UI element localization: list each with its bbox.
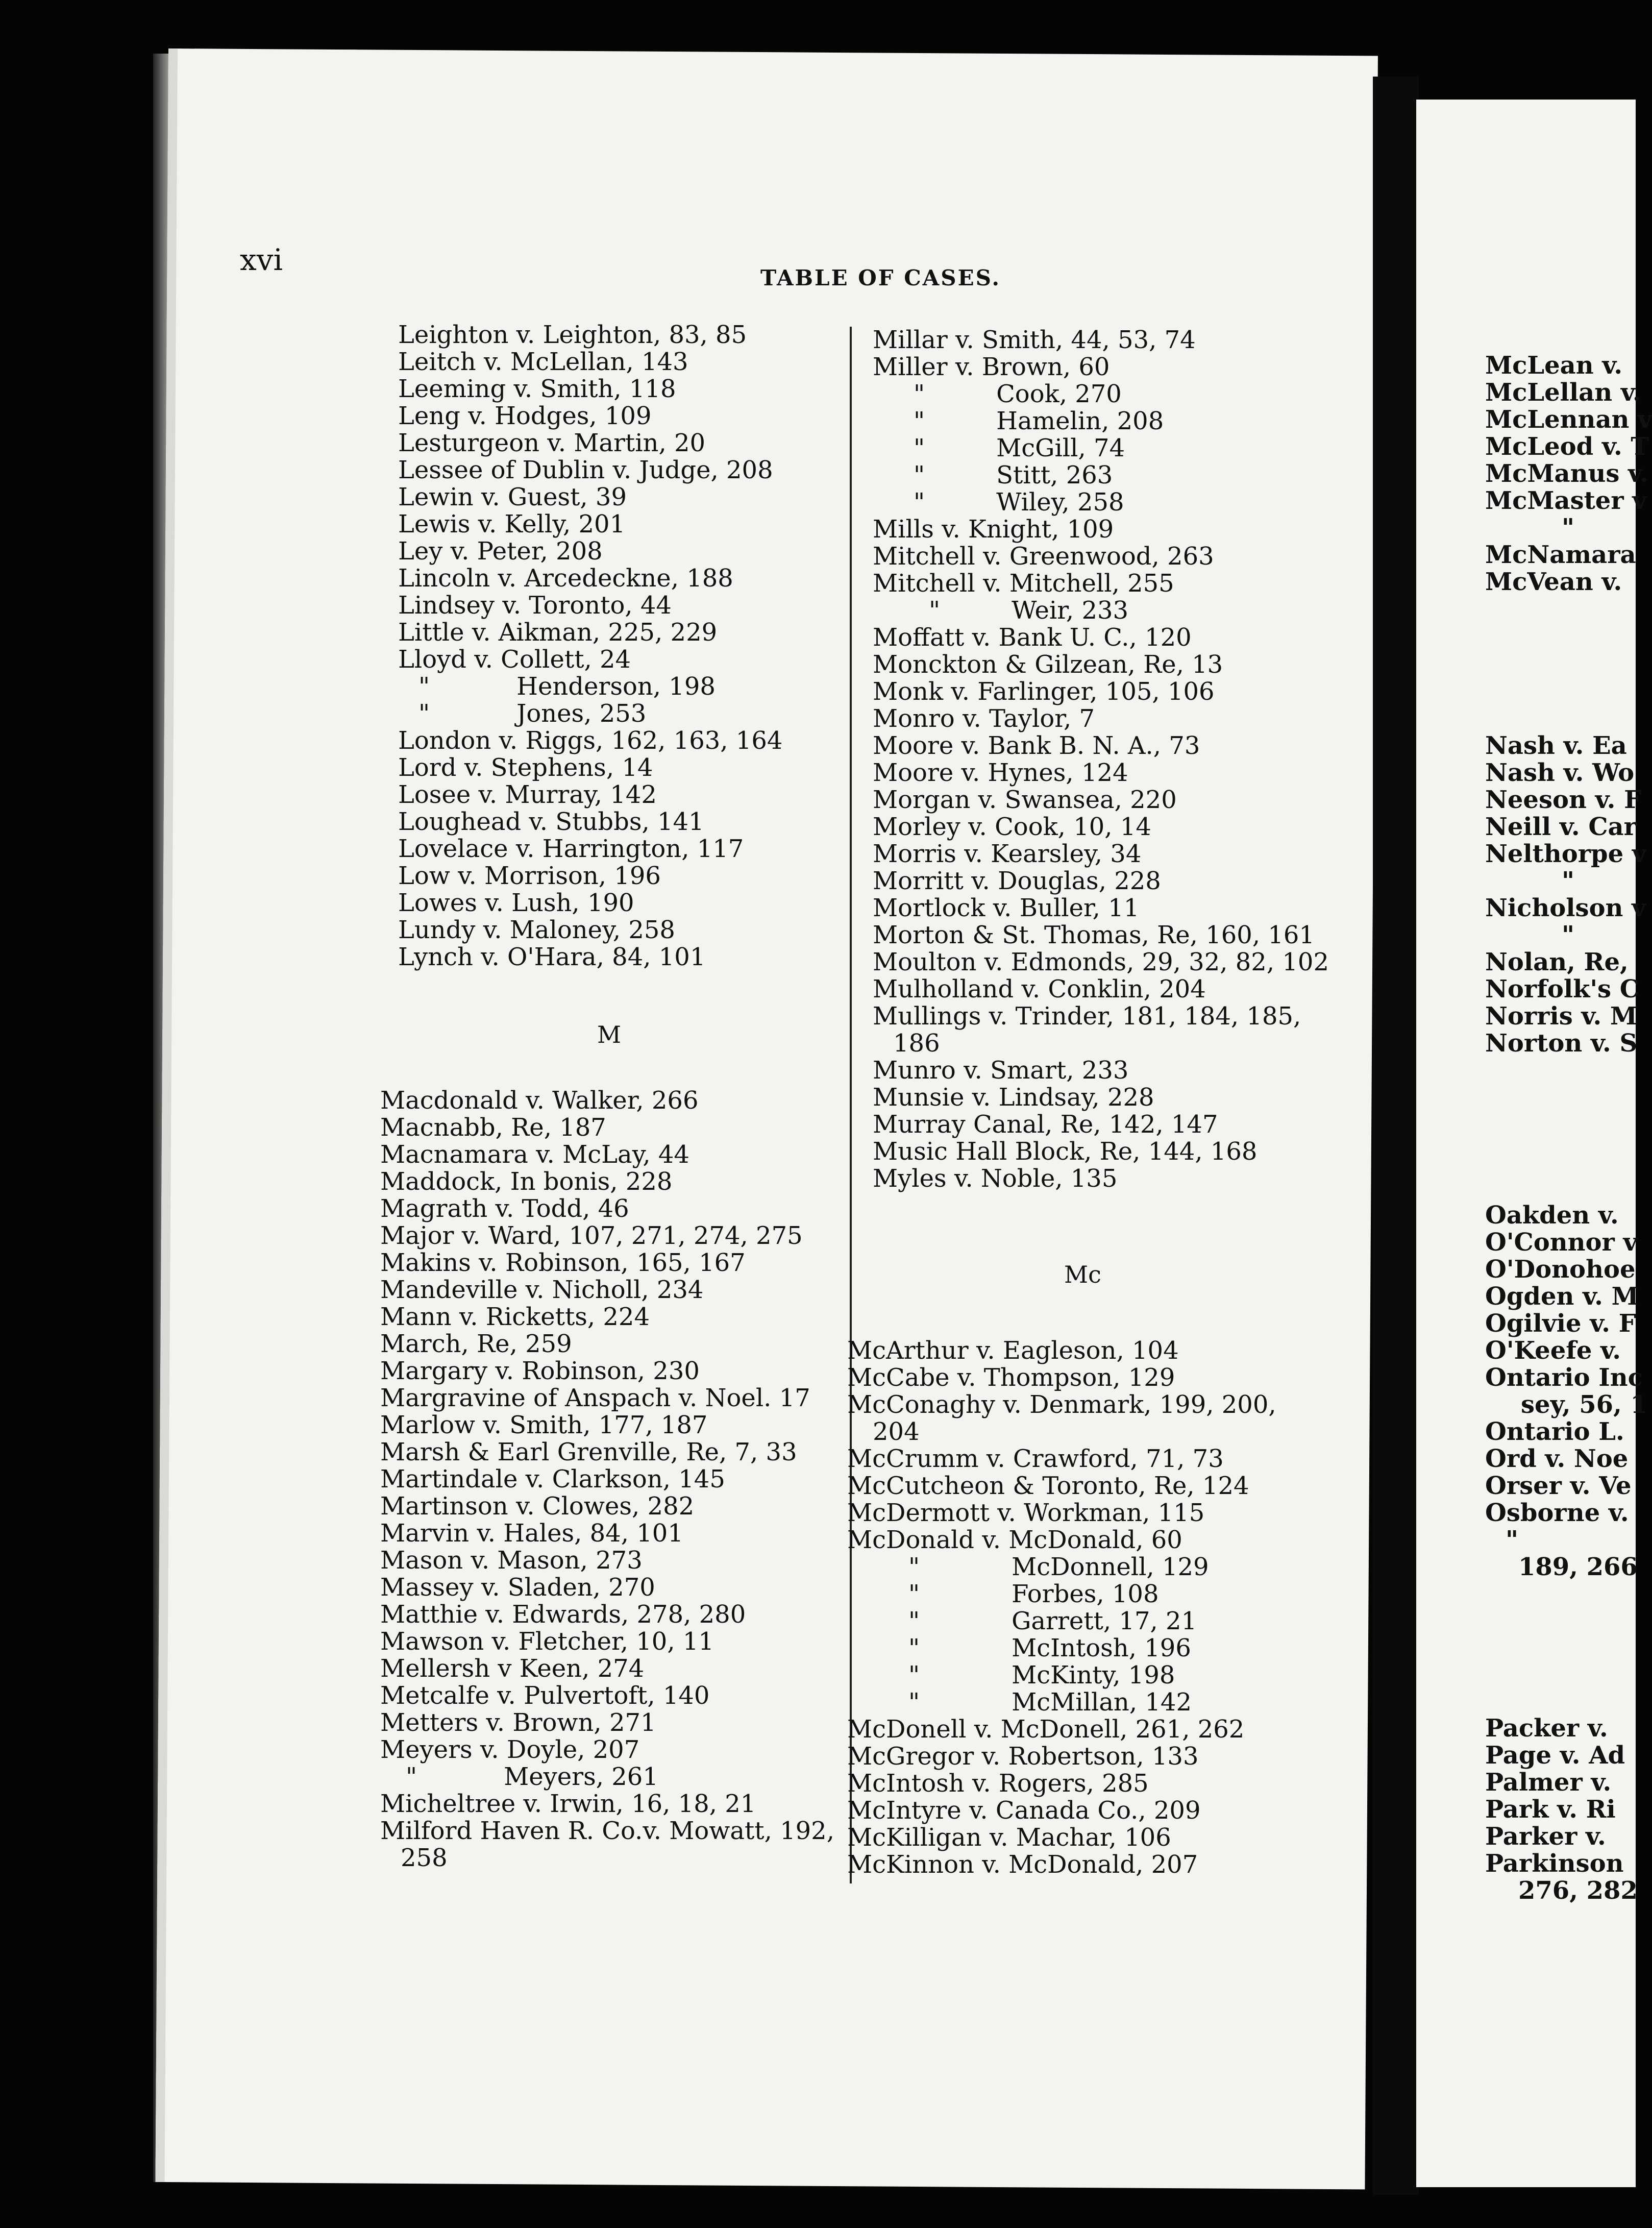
list-item: Macnabb, Re, 187 xyxy=(380,1113,606,1142)
list-item: McIntosh v. Rogers, 285 xyxy=(847,1769,1149,1798)
ditto-mark: " xyxy=(1562,513,1575,542)
list-item: Monk v. Farlinger, 105, 106 xyxy=(873,677,1215,706)
list-item: Lundy v. Maloney, 258 xyxy=(398,916,675,944)
list-item: Morton & St. Thomas, Re, 160, 161 xyxy=(873,921,1315,949)
ditto-mark: " xyxy=(1562,867,1575,895)
list-item xyxy=(873,597,1329,624)
list-item: sey, 56, 1 xyxy=(1521,1390,1647,1419)
list-item: Ontario L. xyxy=(1485,1417,1624,1446)
ditto-mark: " xyxy=(908,1661,920,1690)
list-item: Lewin v. Guest, 39 xyxy=(398,483,627,511)
list-item xyxy=(380,1764,834,1791)
list-item: Palmer v. xyxy=(1485,1768,1612,1797)
list-item: Macnamara v. McLay, 44 xyxy=(380,1140,689,1169)
list-item xyxy=(1485,1527,1647,1554)
list-item: Parkinson xyxy=(1485,1849,1624,1878)
list-item: 276, 282 xyxy=(1518,1876,1638,1905)
list-item-sub: Wiley, 258 xyxy=(996,488,1124,517)
list-item: McLellan v. xyxy=(1485,378,1641,407)
list-item: Miller v. Brown, 60 xyxy=(873,353,1110,381)
list-item: McIntyre v. Canada Co., 209 xyxy=(847,1796,1201,1825)
list-item: Monckton & Gilzean, Re, 13 xyxy=(873,650,1223,679)
list-item: Oakden v. xyxy=(1485,1201,1619,1230)
list-item: Millar v. Smith, 44, 53, 74 xyxy=(873,326,1196,354)
list-item: Marlow v. Smith, 177, 187 xyxy=(380,1411,708,1439)
list-item: Mulholland v. Conklin, 204 xyxy=(873,975,1206,1003)
list-item: Lewis v. Kelly, 201 xyxy=(398,510,626,538)
list-item: Nelthorpe v xyxy=(1485,840,1646,868)
right-page-column-p xyxy=(1485,1715,1638,1904)
list-item: Nicholson v xyxy=(1485,894,1646,922)
list-item: Ontario Inc xyxy=(1485,1363,1643,1392)
list-item: Norris v. M xyxy=(1485,1002,1638,1031)
list-item-sub: McMillan, 142 xyxy=(1012,1688,1192,1717)
list-item: McKinnon v. McDonald, 207 xyxy=(847,1850,1198,1879)
page-number: xvi xyxy=(240,242,283,277)
list-item: Ord v. Noe xyxy=(1485,1444,1629,1473)
list-item: McCrumm v. Crawford, 71, 73 xyxy=(847,1444,1224,1473)
list-item: McCabe v. Thompson, 129 xyxy=(847,1363,1175,1392)
list-item: Leighton v. Leighton, 83, 85 xyxy=(398,321,747,349)
list-item: Munro v. Smart, 233 xyxy=(873,1056,1129,1085)
list-item: Mills v. Knight, 109 xyxy=(873,515,1114,544)
ditto-mark: " xyxy=(406,1762,417,1791)
list-item xyxy=(873,462,1329,489)
list-item: Ogilvie v. F xyxy=(1485,1309,1636,1338)
list-item: Leng v. Hodges, 109 xyxy=(398,402,652,430)
list-item: McLean v. xyxy=(1485,351,1623,380)
list-item: Norfolk's C xyxy=(1485,975,1639,1003)
right-page-column-o xyxy=(1485,1202,1647,1581)
ditto-mark: " xyxy=(914,488,925,517)
list-item: Nash v. Wo xyxy=(1485,758,1635,787)
list-item: McConaghy v. Denmark, 199, 200, xyxy=(847,1390,1276,1419)
list-item: Lynch v. O'Hara, 84, 101 xyxy=(398,943,706,971)
list-item: Lesturgeon v. Martin, 20 xyxy=(398,429,706,457)
list-item: McDonell v. McDonell, 261, 262 xyxy=(847,1715,1245,1744)
list-item xyxy=(398,673,782,700)
list-item: Page v. Ad xyxy=(1485,1741,1625,1770)
list-item: McLennan v xyxy=(1485,405,1652,434)
list-item: Morritt v. Douglas, 228 xyxy=(873,867,1161,895)
list-item: Lindsey v. Toronto, 44 xyxy=(398,591,672,620)
list-item: Mandeville v. Nicholl, 234 xyxy=(380,1276,704,1304)
list-item: Osborne v. xyxy=(1485,1499,1629,1527)
list-item: Ogden v. M xyxy=(1485,1282,1639,1311)
list-item: Milford Haven R. Co.v. Mowatt, 192, xyxy=(380,1817,834,1845)
list-item: McNamara xyxy=(1485,541,1636,569)
mid-column-m xyxy=(873,327,1329,1192)
list-item: Massey v. Sladen, 270 xyxy=(380,1573,655,1602)
list-item: Mitchell v. Mitchell, 255 xyxy=(873,569,1174,598)
list-item: Lincoln v. Arcedeckne, 188 xyxy=(398,564,733,593)
list-item xyxy=(873,489,1329,516)
list-item-sub: Cook, 270 xyxy=(996,380,1122,408)
list-item: Low v. Morrison, 196 xyxy=(398,862,661,890)
list-item xyxy=(847,1581,1276,1608)
list-item: O'Connor v xyxy=(1485,1228,1638,1257)
list-item: Mullings v. Trinder, 181, 184, 185, xyxy=(873,1002,1301,1031)
list-item: McCutcheon & Toronto, Re, 124 xyxy=(847,1472,1249,1500)
ditto-mark: " xyxy=(908,1580,920,1608)
list-item-sub: Hamelin, 208 xyxy=(996,407,1164,435)
list-item: Matthie v. Edwards, 278, 280 xyxy=(380,1600,746,1629)
list-item: McKilligan v. Machar, 106 xyxy=(847,1823,1171,1852)
list-item: McMaster v xyxy=(1485,486,1647,515)
list-item xyxy=(847,1608,1276,1635)
ditto-mark: " xyxy=(908,1607,920,1635)
list-item: McDermott v. Workman, 115 xyxy=(847,1499,1205,1527)
ditto-mark: " xyxy=(914,461,925,489)
list-item: Lessee of Dublin v. Judge, 208 xyxy=(398,456,773,484)
list-item: Moulton v. Edmonds, 29, 32, 82, 102 xyxy=(873,948,1329,976)
list-item: Neeson v. F xyxy=(1485,786,1642,814)
list-item xyxy=(398,700,782,727)
list-item: Makins v. Robinson, 165, 167 xyxy=(380,1248,746,1277)
list-item: Nash v. Ea xyxy=(1485,731,1627,760)
list-item: Mawson v. Fletcher, 10, 11 xyxy=(380,1627,714,1656)
list-item: Nolan, Re, xyxy=(1485,948,1629,976)
list-item: Monro v. Taylor, 7 xyxy=(873,704,1095,733)
ditto-mark: " xyxy=(418,699,430,728)
list-item: McArthur v. Eagleson, 104 xyxy=(847,1336,1179,1365)
left-column-m xyxy=(380,1087,834,1872)
list-item: Little v. Aikman, 225, 229 xyxy=(398,618,718,647)
list-item: Lloyd v. Collett, 24 xyxy=(398,645,631,674)
list-item: Moffatt v. Bank U. C., 120 xyxy=(873,623,1192,652)
list-item: McGregor v. Robertson, 133 xyxy=(847,1742,1199,1771)
list-item: Morley v. Cook, 10, 14 xyxy=(873,813,1151,841)
list-item: Neill v. Car xyxy=(1485,813,1637,841)
list-item: Mortlock v. Buller, 11 xyxy=(873,894,1140,922)
list-item: Orser v. Ve xyxy=(1485,1472,1632,1500)
section-heading-mc: Mc xyxy=(1064,1261,1101,1288)
list-item-sub: Stitt, 263 xyxy=(996,461,1113,489)
ditto-mark: " xyxy=(914,434,925,462)
ditto-mark: " xyxy=(914,380,925,408)
list-item: Mason v. Mason, 273 xyxy=(380,1546,643,1575)
list-item: 186 xyxy=(893,1029,940,1058)
list-item: Moore v. Hynes, 124 xyxy=(873,758,1128,787)
list-item: Margary v. Robinson, 230 xyxy=(380,1357,700,1385)
list-item: Magrath v. Todd, 46 xyxy=(380,1194,629,1223)
ditto-mark: " xyxy=(929,596,941,625)
list-item: McDonald v. McDonald, 60 xyxy=(847,1526,1182,1554)
list-item-sub: Meyers, 261 xyxy=(504,1762,658,1791)
list-item: Maddock, In bonis, 228 xyxy=(380,1167,673,1196)
right-page-column-n xyxy=(1485,732,1646,1057)
list-item: Morris v. Kearsley, 34 xyxy=(873,840,1142,868)
ditto-mark: " xyxy=(908,1688,920,1717)
ditto-mark: " xyxy=(418,672,430,701)
list-item xyxy=(847,1662,1276,1689)
list-item: Lord v. Stephens, 14 xyxy=(398,753,653,782)
list-item: Loughead v. Stubbs, 141 xyxy=(398,807,704,836)
ditto-mark: " xyxy=(1562,921,1575,949)
ditto-mark: " xyxy=(908,1553,920,1581)
list-item: Myles v. Noble, 135 xyxy=(873,1164,1118,1193)
list-item: Losee v. Murray, 142 xyxy=(398,780,657,809)
list-item xyxy=(1485,868,1646,895)
list-item xyxy=(847,1554,1276,1581)
section-heading-m: M xyxy=(597,1021,622,1048)
list-item xyxy=(873,435,1329,462)
list-item-sub: McIntosh, 196 xyxy=(1012,1634,1191,1662)
list-item: Marvin v. Hales, 84, 101 xyxy=(380,1519,683,1548)
list-item xyxy=(847,1635,1276,1662)
list-item: 258 xyxy=(401,1844,448,1872)
list-item: Martindale v. Clarkson, 145 xyxy=(380,1465,725,1494)
list-item: Morgan v. Swansea, 220 xyxy=(873,786,1177,814)
list-item-sub: Garrett, 17, 21 xyxy=(1012,1607,1197,1635)
list-item: March, Re, 259 xyxy=(380,1330,572,1358)
page-title: TABLE OF CASES. xyxy=(760,265,1001,290)
list-item-sub: McKinty, 198 xyxy=(1012,1661,1175,1690)
list-item: Metcalfe v. Pulvertoft, 140 xyxy=(380,1681,710,1710)
list-item-sub: Henderson, 198 xyxy=(516,672,716,701)
list-item-sub: Jones, 253 xyxy=(516,699,647,728)
list-item-sub: McDonnell, 129 xyxy=(1012,1553,1209,1581)
list-item: Norton v. S xyxy=(1485,1029,1638,1058)
list-item xyxy=(1485,922,1646,949)
list-item: London v. Riggs, 162, 163, 164 xyxy=(398,726,783,755)
list-item: Meyers v. Doyle, 207 xyxy=(380,1735,640,1764)
list-item: Murray Canal, Re, 142, 147 xyxy=(873,1110,1218,1139)
list-item: Mann v. Ricketts, 224 xyxy=(380,1303,650,1331)
list-item xyxy=(873,381,1329,408)
list-item-sub: McGill, 74 xyxy=(996,434,1125,462)
list-item: Munsie v. Lindsay, 228 xyxy=(873,1083,1154,1112)
list-item: Martinson v. Clowes, 282 xyxy=(380,1492,695,1521)
mid-column-mc xyxy=(847,1337,1276,1878)
list-item: O'Donohoe xyxy=(1485,1255,1636,1284)
list-item: McManus v. xyxy=(1485,459,1648,488)
list-item xyxy=(847,1689,1276,1716)
list-item: Mitchell v. Greenwood, 263 xyxy=(873,542,1214,571)
list-item: Parker v. xyxy=(1485,1822,1606,1851)
list-item: Leitch v. McLellan, 143 xyxy=(398,348,688,376)
list-item: Macdonald v. Walker, 266 xyxy=(380,1086,699,1115)
right-page-column xyxy=(1485,352,1652,596)
list-item: Micheltree v. Irwin, 16, 18, 21 xyxy=(380,1790,756,1818)
list-item: McLeod v. T xyxy=(1485,432,1649,461)
list-item: Music Hall Block, Re, 144, 168 xyxy=(873,1137,1258,1166)
ditto-mark: " xyxy=(1506,1526,1519,1554)
list-item: Major v. Ward, 107, 271, 274, 275 xyxy=(380,1221,803,1250)
list-item: Ley v. Peter, 208 xyxy=(398,537,603,566)
book-gutter xyxy=(1373,77,1419,2195)
ditto-mark: " xyxy=(908,1634,920,1662)
list-item: Margravine of Anspach v. Noel. 17 xyxy=(380,1384,810,1412)
list-item: McVean v. xyxy=(1485,568,1622,596)
list-item: Mellersh v Keen, 274 xyxy=(380,1654,645,1683)
list-item-sub: Weir, 233 xyxy=(1012,596,1129,625)
list-item: Moore v. Bank B. N. A., 73 xyxy=(873,731,1200,760)
list-item: 204 xyxy=(873,1417,920,1446)
list-item-sub: Forbes, 108 xyxy=(1012,1580,1159,1608)
list-item: O'Keefe v. xyxy=(1485,1336,1621,1365)
list-item: Lowes v. Lush, 190 xyxy=(398,889,634,917)
list-item: Lovelace v. Harrington, 117 xyxy=(398,835,744,863)
ditto-mark: " xyxy=(914,407,925,435)
list-item: Park v. Ri xyxy=(1485,1795,1616,1824)
list-item xyxy=(1485,515,1652,542)
list-item: 189, 266 xyxy=(1518,1553,1638,1581)
list-item: Marsh & Earl Grenville, Re, 7, 33 xyxy=(380,1438,797,1466)
list-item xyxy=(873,408,1329,435)
left-column-l xyxy=(398,322,782,971)
list-item: Leeming v. Smith, 118 xyxy=(398,375,676,403)
list-item: Packer v. xyxy=(1485,1714,1608,1743)
list-item: Metters v. Brown, 271 xyxy=(380,1708,656,1737)
